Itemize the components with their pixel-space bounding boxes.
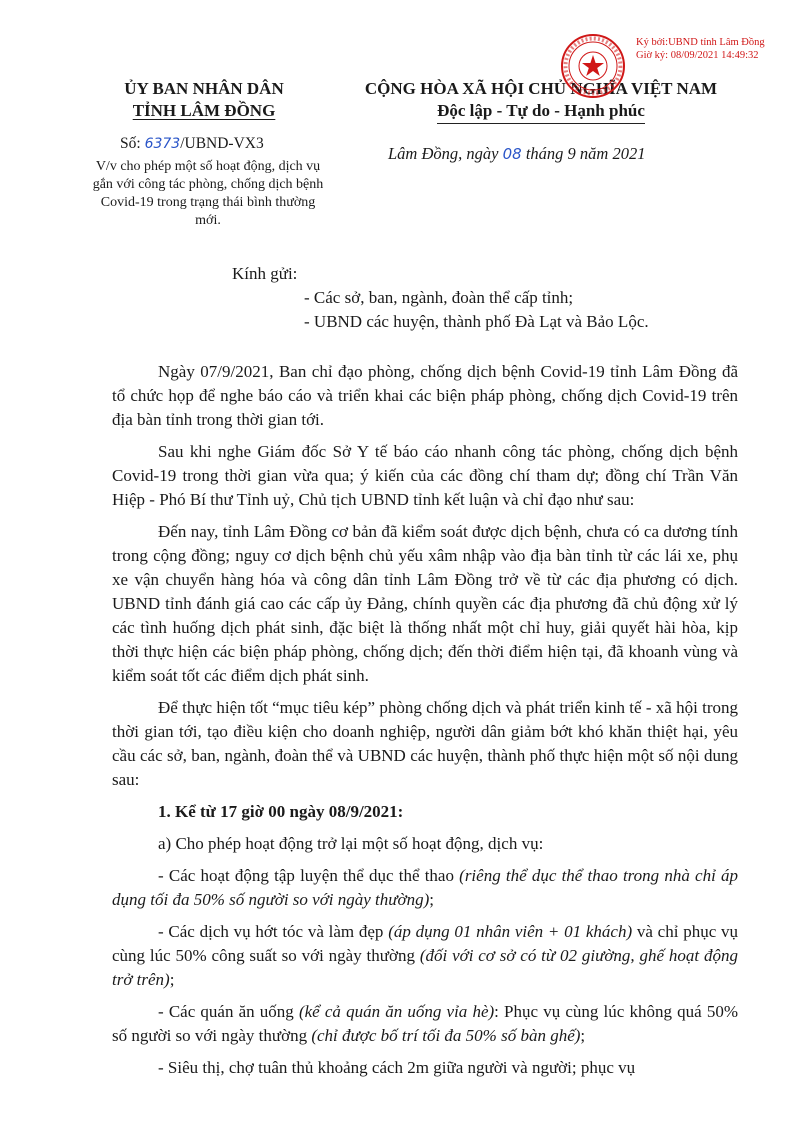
document-number [120,135,264,153]
nation-title: CỘNG HÒA XÃ HỘI CHỦ NGHĨA VIỆT NAM [364,79,718,98]
recipients-label: Kính gửi: [232,264,298,283]
bullet-text: : Phục vụ cùng lúc không quá 50% số người so với ngày thường [112,1002,738,1045]
date-prefix: Lâm Đồng, ngày [388,144,499,163]
doc-number-prefix: Số: [120,135,141,152]
bullet-text: - Các dịch vụ hớt tóc và làm đẹp [158,922,389,941]
section-heading: 1. Kể từ 17 giờ 00 ngày 08/9/2021: [158,802,404,821]
national-motto: Độc lập - Tự do - Hạnh phúc [437,100,645,124]
document-subject: V/v cho phép một số hoạt động, dịch vụ gắn với công tác phòng, chống dịch bệnh Covid-19 trong trạng thái bình thường mới. [92,159,324,228]
issuer-province: TỈNH LÂM ĐỒNG [132,101,276,120]
bullet-end: ; [169,970,175,989]
bullet-item [112,1000,738,1048]
bullet-end: ; [429,890,435,909]
bullet-text: - Các hoạt động tập luyện thể dục thể thao [158,866,460,885]
bullet-note: (riêng thể dục thể thao trong nhà chỉ áp dụng tối đa 50% số người so với ngày thường) [112,866,739,909]
body-paragraph: a) Cho phép hoạt động trở lại một số hoạt động, dịch vụ: [158,834,544,853]
bullet-note: (chỉ được bố trí tối đa 50% số bàn ghế) [311,1026,581,1045]
bullet-item [112,864,738,912]
issuer-block [84,78,324,122]
bullet-note: (đối với cơ sở có từ 02 giường, ghế hoạt động trở trên) [112,946,738,989]
signed-by: Ký bởi:UBND tỉnh Lâm Đồng [636,37,765,48]
body-paragraph: Để thực hiện tốt “mục tiêu kép” phòng chống dịch và phát triển kinh tế - xã hội trong thời gian tới, tạo điều kiện cho doanh nghiệp, người dân giảm bớt khó khăn thiệt hại, yêu cầu các sở, ban, ngành, đoàn thể và UBND các huyện, thành phố thực hiện một số nội dung sau: [112,698,738,789]
bullet-text: và chỉ phục vụ cùng lúc 50% công suất so với ngày thường [112,922,738,965]
recipient-item: - Các sở, ban, ngành, đoàn thể cấp tỉnh; [304,288,574,307]
date-line [388,144,645,164]
doc-number-suffix: /UBND-VX3 [180,135,264,152]
issuer-name: ỦY BAN NHÂN DÂN [124,79,284,98]
recipient-item: - UBND các huyện, thành phố Đà Lạt và Bảo Lộc. [304,312,649,331]
digital-signature-info [636,36,786,62]
bullet-item [112,920,738,992]
date-suffix: tháng 9 năm 2021 [525,144,646,163]
bullet-item: - Siêu thị, chợ tuân thủ khoảng cách 2m giữa người và người; phục vụ [158,1058,636,1077]
bullet-note: (kể cả quán ăn uống vỉa hè) [298,1002,495,1021]
doc-number-handwritten: 6373 [144,136,181,152]
national-header [332,78,750,124]
bullet-note: (áp dụng 01 nhân viên + 01 khách) [388,922,633,941]
signed-time: Giờ ký: 08/09/2021 14:49:32 [636,50,759,61]
body-paragraph: Đến nay, tỉnh Lâm Đồng cơ bản đã kiểm soát được dịch bệnh, chưa có ca dương tính trong cộng đồng; nguy cơ dịch bệnh chủ yếu xâm nhập vào địa bàn tỉnh từ các lái xe, phụ xe vận chuyển hàng hóa và công dân tỉnh Lâm Đồng trở về từ các địa phương có dịch. UBND tỉnh đánh giá cao các cấp ủy Đảng, chính quyền các địa phương đã chủ động xử lý các tình huống dịch phát sinh, đặc biệt là thống nhất một chỉ huy, giải quyết hài hòa, kịp thời thực hiện các biện pháp phòng, chống dịch; đến thời điểm hiện tại, đã khoanh vùng và kiểm soát tốt các điểm dịch phát sinh. [112,522,738,685]
body-paragraph: Sau khi nghe Giám đốc Sở Y tế báo cáo nhanh công tác phòng, chống dịch bệnh Covid-19 trong thời gian vừa qua; ý kiến của các đồng chí tham dự; đồng chí Trần Văn Hiệp - Phó Bí thư Tỉnh uỷ, Chủ tịch UBND tỉnh kết luận và chỉ đạo như sau: [112,442,738,509]
document-body [112,360,738,1088]
date-day-handwritten: 08 [502,145,522,163]
body-paragraph: Ngày 07/9/2021, Ban chỉ đạo phòng, chống dịch bệnh Covid-19 tỉnh Lâm Đồng đã tổ chức họp để nghe báo cáo và triển khai các biện pháp phòng, chống dịch Covid-19 trên địa bàn tỉnh trong thời gian tới. [112,362,738,429]
official-seal-icon [560,33,626,99]
bullet-text: - Các quán ăn uống [158,1002,299,1021]
bullet-end: ; [580,1026,586,1045]
